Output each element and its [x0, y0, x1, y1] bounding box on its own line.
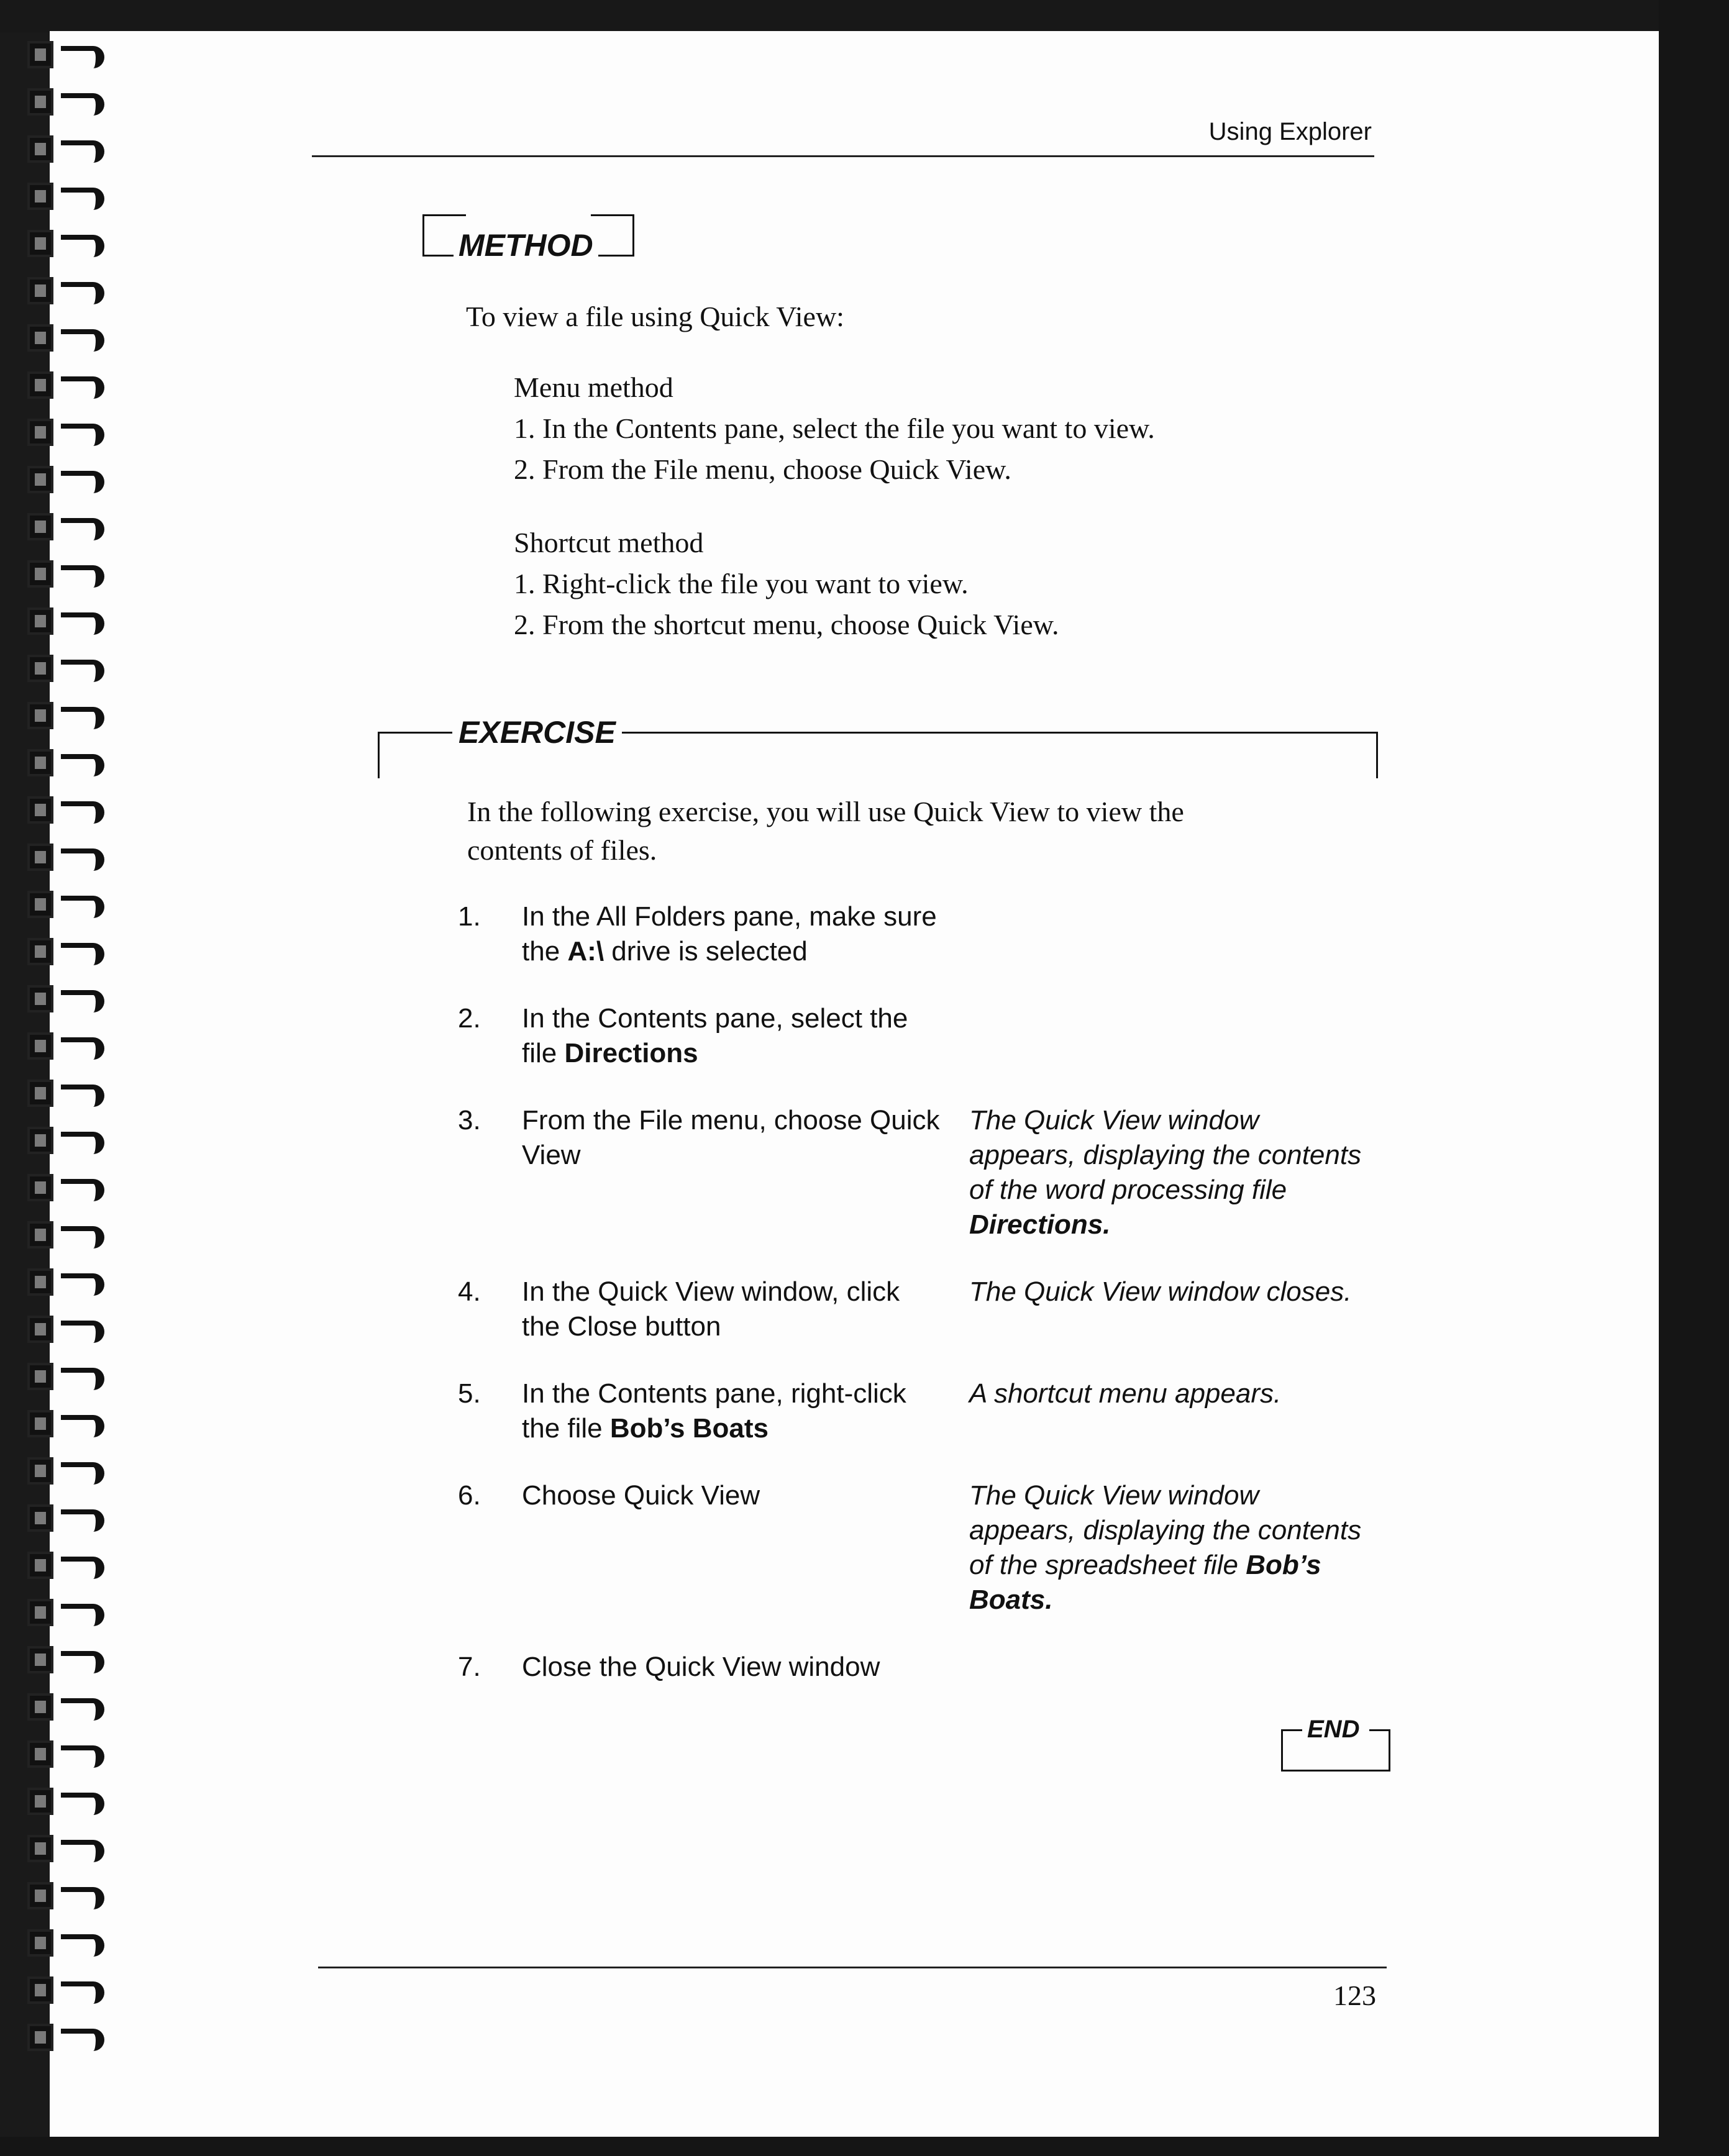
spiral-coil [12, 132, 106, 170]
spiral-coil [12, 1312, 106, 1350]
step-number: 4. [458, 1276, 481, 1307]
spiral-coil [12, 1595, 106, 1634]
spiral-coil [12, 226, 106, 265]
footer-rule [318, 1967, 1387, 1968]
step-result: The Quick View window closes. [969, 1276, 1352, 1307]
menu-method-step: 2. From the File menu, choose Quick View. [514, 453, 1011, 485]
end-marker: END [1303, 1716, 1363, 1744]
step-action: In the Contents pane, right-click the file Bob’s Boats [522, 1378, 906, 1444]
spiral-binding [0, 37, 118, 2087]
spiral-coil [12, 745, 106, 784]
spiral-coil [12, 1170, 106, 1209]
step-number: 1. [458, 901, 481, 932]
spiral-coil [12, 557, 106, 595]
header-rule [312, 155, 1374, 157]
spiral-coil [12, 1453, 106, 1492]
spiral-coil [12, 1642, 106, 1681]
step-result: The Quick View window appears, displaying the contents of the spreadsheet file Bob’s Boats. [969, 1480, 1362, 1615]
spiral-coil [12, 1123, 106, 1162]
spiral-coil [12, 1265, 106, 1303]
spiral-coil [12, 84, 106, 123]
spiral-coil [12, 1737, 106, 1775]
menu-method-step: 1. In the Contents pane, select the file you want to view. [514, 412, 1155, 444]
step-number: 5. [458, 1378, 481, 1409]
spiral-coil [12, 1878, 106, 1917]
spiral-coil [12, 1406, 106, 1445]
step-action: In the Quick View window, click the Close button [522, 1276, 900, 1342]
step-action: From the File menu, choose Quick View [522, 1105, 940, 1170]
exercise-intro [467, 793, 1337, 870]
spiral-coil [12, 1029, 106, 1067]
spiral-coil [12, 887, 106, 926]
spiral-coil [12, 2020, 106, 2058]
spiral-coil [12, 462, 106, 501]
step-number: 2. [458, 1003, 481, 1034]
spiral-coil [12, 1973, 106, 2011]
spiral-coil [12, 698, 106, 737]
shortcut-method-step: 1. Right-click the file you want to view. [514, 568, 969, 599]
spiral-coil [12, 509, 106, 548]
spiral-coil [12, 1784, 106, 1822]
spiral-coil [12, 1548, 106, 1586]
scan-border-right [1659, 0, 1729, 2156]
spiral-coil [12, 1690, 106, 1728]
exercise-intro-line: In the following exercise, you will use Quick View to view the [467, 796, 1184, 827]
scan-border-bottom [0, 2137, 1729, 2156]
page-number: 123 [1333, 1980, 1376, 2011]
spiral-coil [12, 321, 106, 359]
spiral-coil [12, 840, 106, 878]
step-number: 7. [458, 1652, 481, 1682]
spiral-coil [12, 368, 106, 406]
step-action: Close the Quick View window [522, 1652, 880, 1682]
paper-sheet [50, 31, 1659, 2137]
step-result: The Quick View window appears, displaying the contents of the word processing file Directions. [969, 1105, 1362, 1240]
scan-border-top [0, 0, 1729, 32]
shortcut-method-heading: Shortcut method [514, 527, 704, 558]
shortcut-method-step: 2. From the shortcut menu, choose Quick View. [514, 609, 1059, 640]
spiral-coil [12, 793, 106, 831]
step-action: In the Contents pane, select the file Directions [522, 1003, 908, 1068]
step-action: Choose Quick View [522, 1480, 760, 1511]
running-head: Using Explorer [1208, 118, 1372, 145]
spiral-coil [12, 934, 106, 973]
method-label: METHOD [454, 227, 598, 263]
spiral-coil [12, 37, 106, 76]
spiral-coil [12, 1076, 106, 1114]
method-intro: To view a file using Quick View: [466, 301, 844, 332]
step-number: 6. [458, 1480, 481, 1511]
step-result: A shortcut menu appears. [969, 1378, 1282, 1409]
spiral-coil [12, 1217, 106, 1256]
menu-method-heading: Menu method [514, 371, 673, 403]
spiral-coil [12, 1926, 106, 1964]
spiral-coil [12, 1359, 106, 1398]
exercise-label: EXERCISE [452, 714, 622, 750]
spiral-coil [12, 415, 106, 453]
exercise-intro-line: contents of files. [467, 834, 657, 866]
step-number: 3. [458, 1105, 481, 1135]
spiral-coil [12, 179, 106, 217]
spiral-coil [12, 651, 106, 689]
spiral-coil [12, 604, 106, 642]
spiral-coil [12, 1831, 106, 1870]
spiral-coil [12, 981, 106, 1020]
step-action: In the All Folders pane, make sure the A:\ drive is selected [522, 901, 937, 967]
spiral-coil [12, 1501, 106, 1539]
spiral-coil [12, 273, 106, 312]
